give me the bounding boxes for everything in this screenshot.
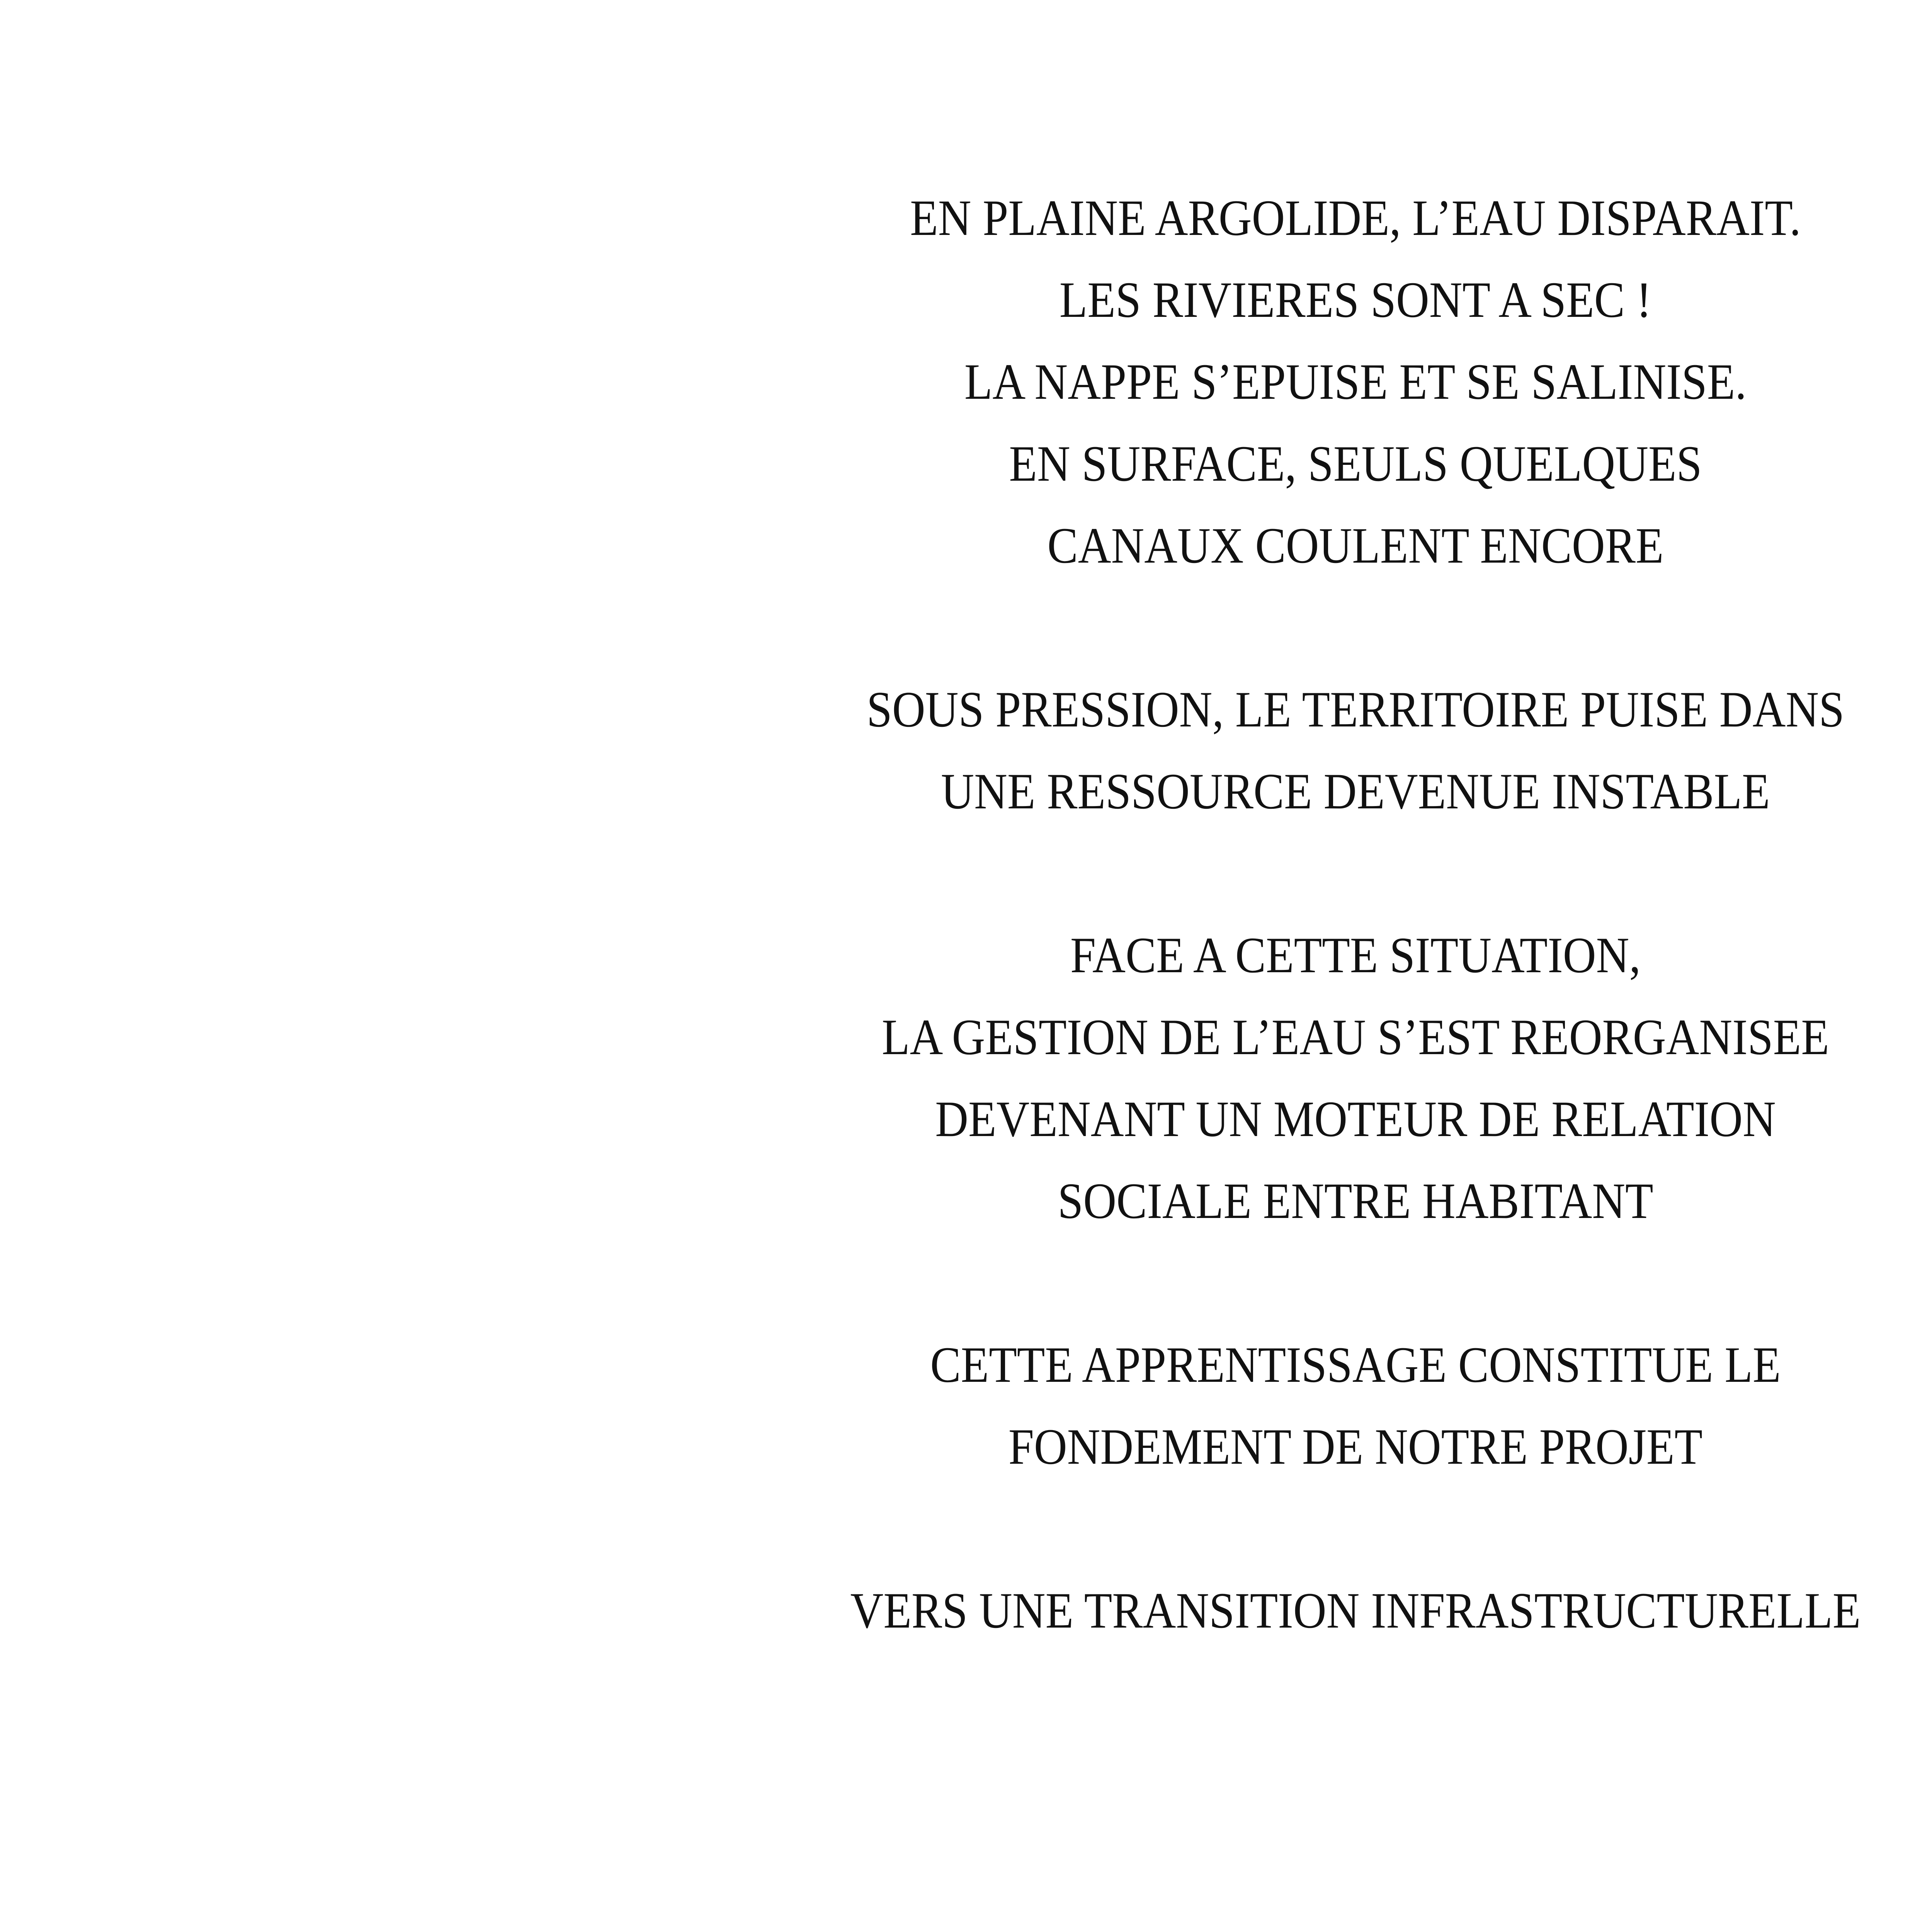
text-line: CETTE APPRENTISSAGE CONSTITUE LE	[930, 1336, 1781, 1393]
text-line: SOCIALE ENTRE HABITANT	[1058, 1172, 1653, 1229]
text-line: FACE A CETTE SITUATION,	[1070, 927, 1641, 983]
text-line: CANAUX COULENT ENCORE	[1047, 517, 1664, 574]
text-line: UNE RESSOURCE DEVENUE INSTABLE	[941, 763, 1770, 820]
text-line: LA NAPPE S’EPUISE ET SE SALINISE.	[964, 353, 1747, 410]
text-line: SOUS PRESSION, LE TERRITOIRE PUISE DANS	[866, 681, 1845, 738]
paragraph-gap	[0, 1242, 1932, 1324]
text-line: LA GESTION DE L’EAU S’EST REORGANISEE	[882, 1009, 1829, 1065]
paragraph-gap	[0, 832, 1932, 914]
text-line: FONDEMENT DE NOTRE PROJET	[1008, 1418, 1703, 1475]
paragraph-pressure	[0, 668, 1932, 832]
text-line: EN SURFACE, SEULS QUELQUES	[1009, 435, 1702, 492]
paragraph-foundation	[0, 1324, 1932, 1488]
text-line: DEVENANT UN MOTEUR DE RELATION	[935, 1090, 1776, 1147]
text-line: VERS UNE TRANSITION INFRASTRUCTURELLE	[850, 1582, 1861, 1639]
paragraph-water-disappears	[0, 177, 1932, 587]
paragraph-conclusion	[0, 1570, 1932, 1652]
statement-text	[0, 177, 1932, 1652]
paragraph-gap	[0, 587, 1932, 668]
paragraph-management	[0, 914, 1932, 1242]
text-line: EN PLAINE ARGOLIDE, L’EAU DISPARAIT.	[910, 189, 1801, 246]
text-line: LES RIVIERES SONT A SEC !	[1059, 271, 1652, 328]
paragraph-gap	[0, 1488, 1932, 1570]
